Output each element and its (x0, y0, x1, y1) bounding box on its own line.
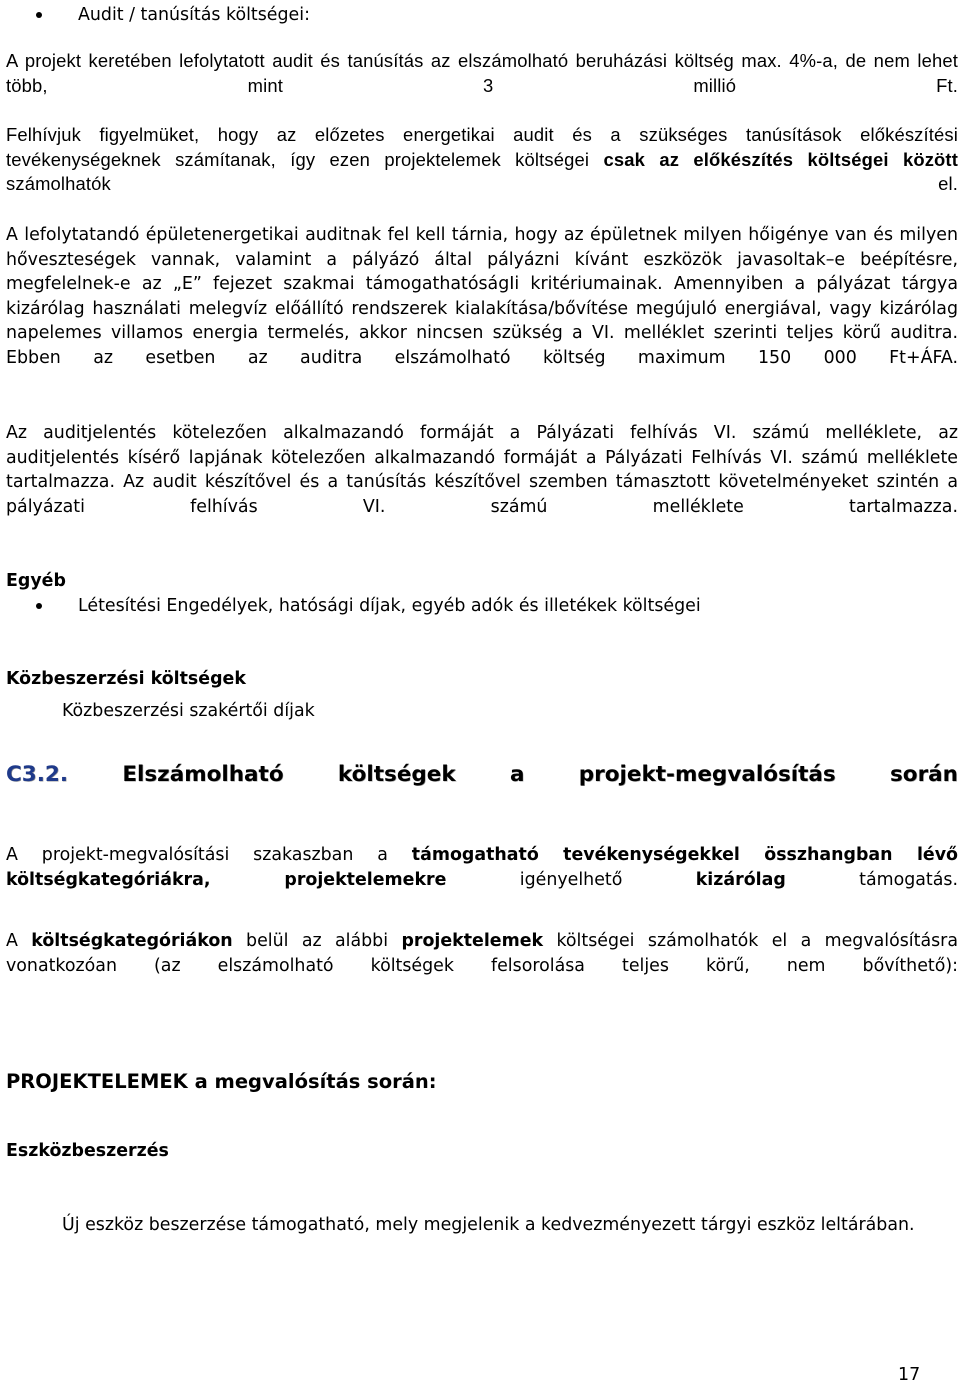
section-title-text: Elszámolható költségek a projekt-megvalósítás során (68, 762, 958, 787)
section-title (6, 761, 958, 817)
egyeb-heading: Egyéb (6, 571, 66, 591)
p5-text-c: igényelhető (446, 869, 696, 890)
audit-paragraph-2-bold: csak az előkészítés költségei között (603, 148, 958, 170)
cost-categories-paragraph (6, 929, 958, 1003)
p6-text-d: költségei számolhatók el a megvalósításra vonatkozóan (az elszámolható költségek felsorolása teljes körű, nem bővíthető): (6, 931, 958, 976)
projektelemek-heading: PROJEKTELEMEK a megvalósítás során: (6, 1070, 437, 1093)
p5-bold-1: támogatható tevékenységekkel összhangban lévő költségkategóriákra, projektelemekre (6, 845, 958, 890)
bullet-dot (36, 12, 42, 18)
audit-paragraph-3-text-b: Amennyiben a pályázat tárgya kizárólag használati melegvíz előállító rendszerek kialakítása/bővítése megújuló energiával, vagy kizárólag napelemes villamos energia termelés, akkor nincsen szükség a VI. melléklet szerinti teljes körű auditra. Ebben az esetben az auditra elszámolható költség maximum 150 000 Ft+ÁFA. (6, 274, 958, 368)
audit-paragraph-3 (6, 223, 958, 395)
audit-paragraph-1: A projekt keretében lefolytatott audit és tanúsítás az elszámolható beruházási költség max. 4%-a, de nem lehet több, mint 3 millió Ft. (6, 50, 958, 96)
p5-text-a: A projekt-megvalósítási szakaszban a (6, 845, 412, 865)
project-phase-paragraph (6, 843, 958, 917)
p6-text-a: A (6, 931, 32, 951)
kozbeszerzes-item: Közbeszerzési szakértői díjak (62, 701, 315, 721)
eszkozbeszerzes-text: Új eszköz beszerzése támogatható, mely megjelenik a kedvezményezett tárgyi eszköz leltárában. (62, 1215, 915, 1235)
bullet-label: Audit / tanúsítás költségei: (78, 5, 310, 25)
p6-text-c: belül az alábbi (232, 931, 402, 951)
p5-text-d: támogatás. (785, 869, 958, 890)
audit-paragraph-2-text-a: Felhívjuk figyelmüket, hogy az előzetes energetikai audit és a szükséges tanúsítások előkészítési tevékenységeknek számítanak, így ezen projektelemek költségei (6, 124, 958, 170)
audit-paragraph-2 (6, 123, 958, 221)
bullet-dot (36, 603, 42, 609)
p5-bold-2: kizárólag (695, 869, 786, 890)
bullet-label: Létesítési Engedélyek, hatósági díjak, egyéb adók és illetékek költségei (78, 596, 701, 616)
section-number: C3.2. (6, 762, 69, 787)
eszkozbeszerzes-heading: Eszközbeszerzés (6, 1141, 169, 1161)
audit-paragraph-3-text-a: A lefolytatandó épületenergetikai auditnak fel kell tárnia, hogy az épületnek milyen hőigénye van és milyen hőveszteségek vannak, valamint a pályázó által pályázni kívánt eszközök javasoltak–e beépítésre, megfelelnek-e az „E” fejezet szakmai támogathatóságIi kritériumainak. (6, 225, 958, 294)
page-number: 17 (898, 1365, 921, 1385)
audit-paragraph-2-text-b: számolhatók el. (6, 173, 958, 194)
p6-bold-2: projektelemek (401, 931, 544, 951)
p6-bold-1: költségkategóriákon (31, 931, 233, 951)
kozbeszerzes-heading: Közbeszerzési költségek (6, 669, 246, 689)
audit-paragraph-4: Az auditjelentés kötelezően alkalmazandó formáját a Pályázati felhívás VI. számú melléklete, az auditjelentés kísérő lapjának kötelezően alkalmazandó formáját a Pályázati Felhívás VI. számú melléklete tartalmazza. Az audit készítővel és a tanúsítás készítővel szemben támasztott követelményeket szintén a pályázati felhívás VI. számú melléklete tartalmazza. (6, 423, 958, 517)
